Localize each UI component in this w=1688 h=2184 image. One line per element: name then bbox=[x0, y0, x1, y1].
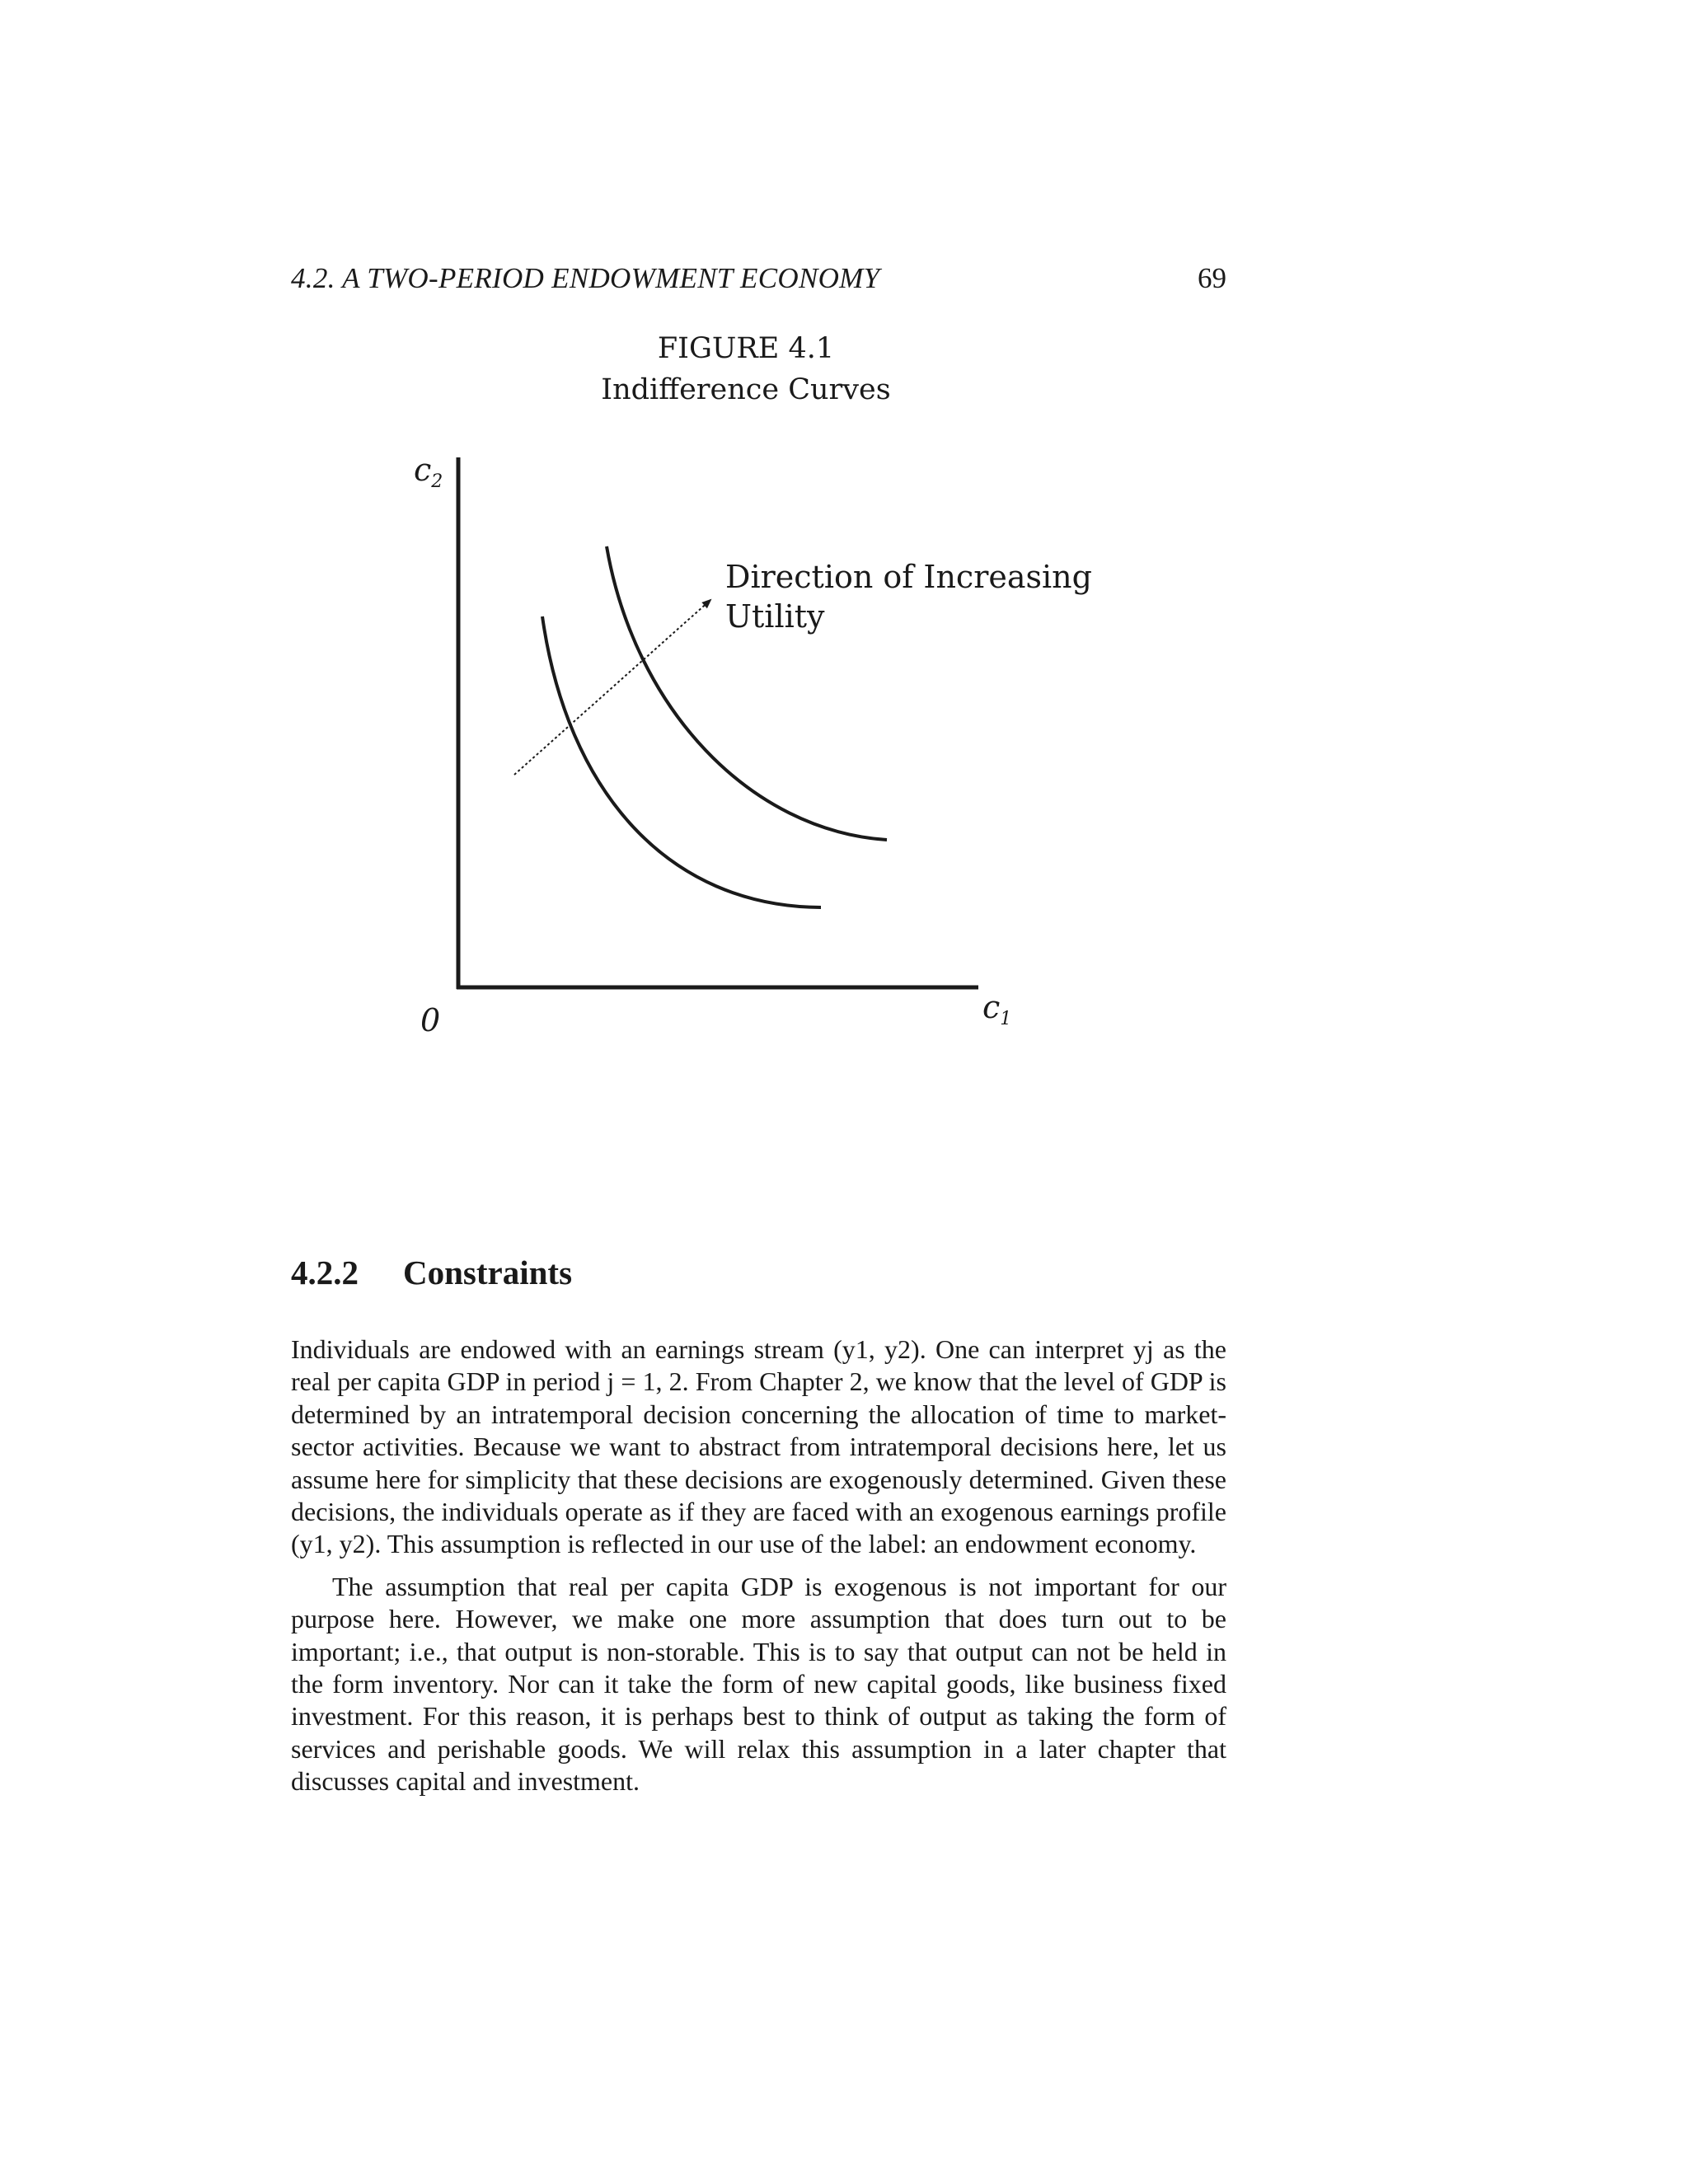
annotation-line-1: Direction of Increasing bbox=[725, 559, 1092, 595]
page-number: 69 bbox=[1198, 262, 1226, 294]
x-axis-symbol: c bbox=[982, 989, 1001, 1025]
section-title: Constraints bbox=[403, 1254, 573, 1291]
indifference-curve-lower bbox=[542, 616, 821, 907]
figure-caption bbox=[495, 328, 997, 410]
paragraph-2: The assumption that real per capita GDP is exogenous is not important for our purpose here. However, we make one more assumption that does turn out to be important; i.e., that output is non-storable. This is to say that output can not be held in the form inventory. Nor can it take the form of new capital goods, like business fixed investment. For this reason, it is perhaps best to think of output as taking the form of services and perishable goods. We will relax this assumption in a later chapter that discusses capital and investment. bbox=[291, 1571, 1226, 1797]
figure-label: FIGURE 4.1 bbox=[657, 332, 835, 365]
body-text bbox=[291, 1333, 1226, 1808]
y-axis-symbol: c bbox=[414, 452, 432, 488]
annotation-line-2: Utility bbox=[725, 598, 825, 635]
y-axis-label bbox=[414, 453, 443, 499]
indifference-curve-figure bbox=[387, 437, 1113, 1096]
paragraph-1: Individuals are endowed with an earnings stream (y1, y2). One can interpret yj as the real per capita GDP in period j = 1, 2. From Chapter 2, we know that the level of GDP is determined by an intratemporal decision concerning the allocation of time to market-sector activities. Because we want to abstract from intratemporal decisions here, let us assume here for simplicity that these decisions are exogenously determined. Given these decisions, the individuals operate as if they are faced with an exogenous earnings profile (y1, y2). This assumption is reflected in our use of the label: an endowment economy. bbox=[291, 1334, 1226, 1559]
x-axis-subscript: 1 bbox=[1000, 1009, 1012, 1029]
section-heading bbox=[291, 1251, 1226, 1294]
y-axis-subscript: 2 bbox=[431, 471, 443, 492]
figure-title: Indifference Curves bbox=[601, 373, 891, 406]
x-axis-label bbox=[982, 991, 1011, 1036]
running-head-title: 4.2. A TWO-PERIOD ENDOWMENT ECONOMY bbox=[291, 262, 880, 294]
section-number: 4.2.2 bbox=[291, 1254, 359, 1291]
running-head bbox=[291, 260, 1226, 297]
origin-label: 0 bbox=[420, 1002, 441, 1038]
